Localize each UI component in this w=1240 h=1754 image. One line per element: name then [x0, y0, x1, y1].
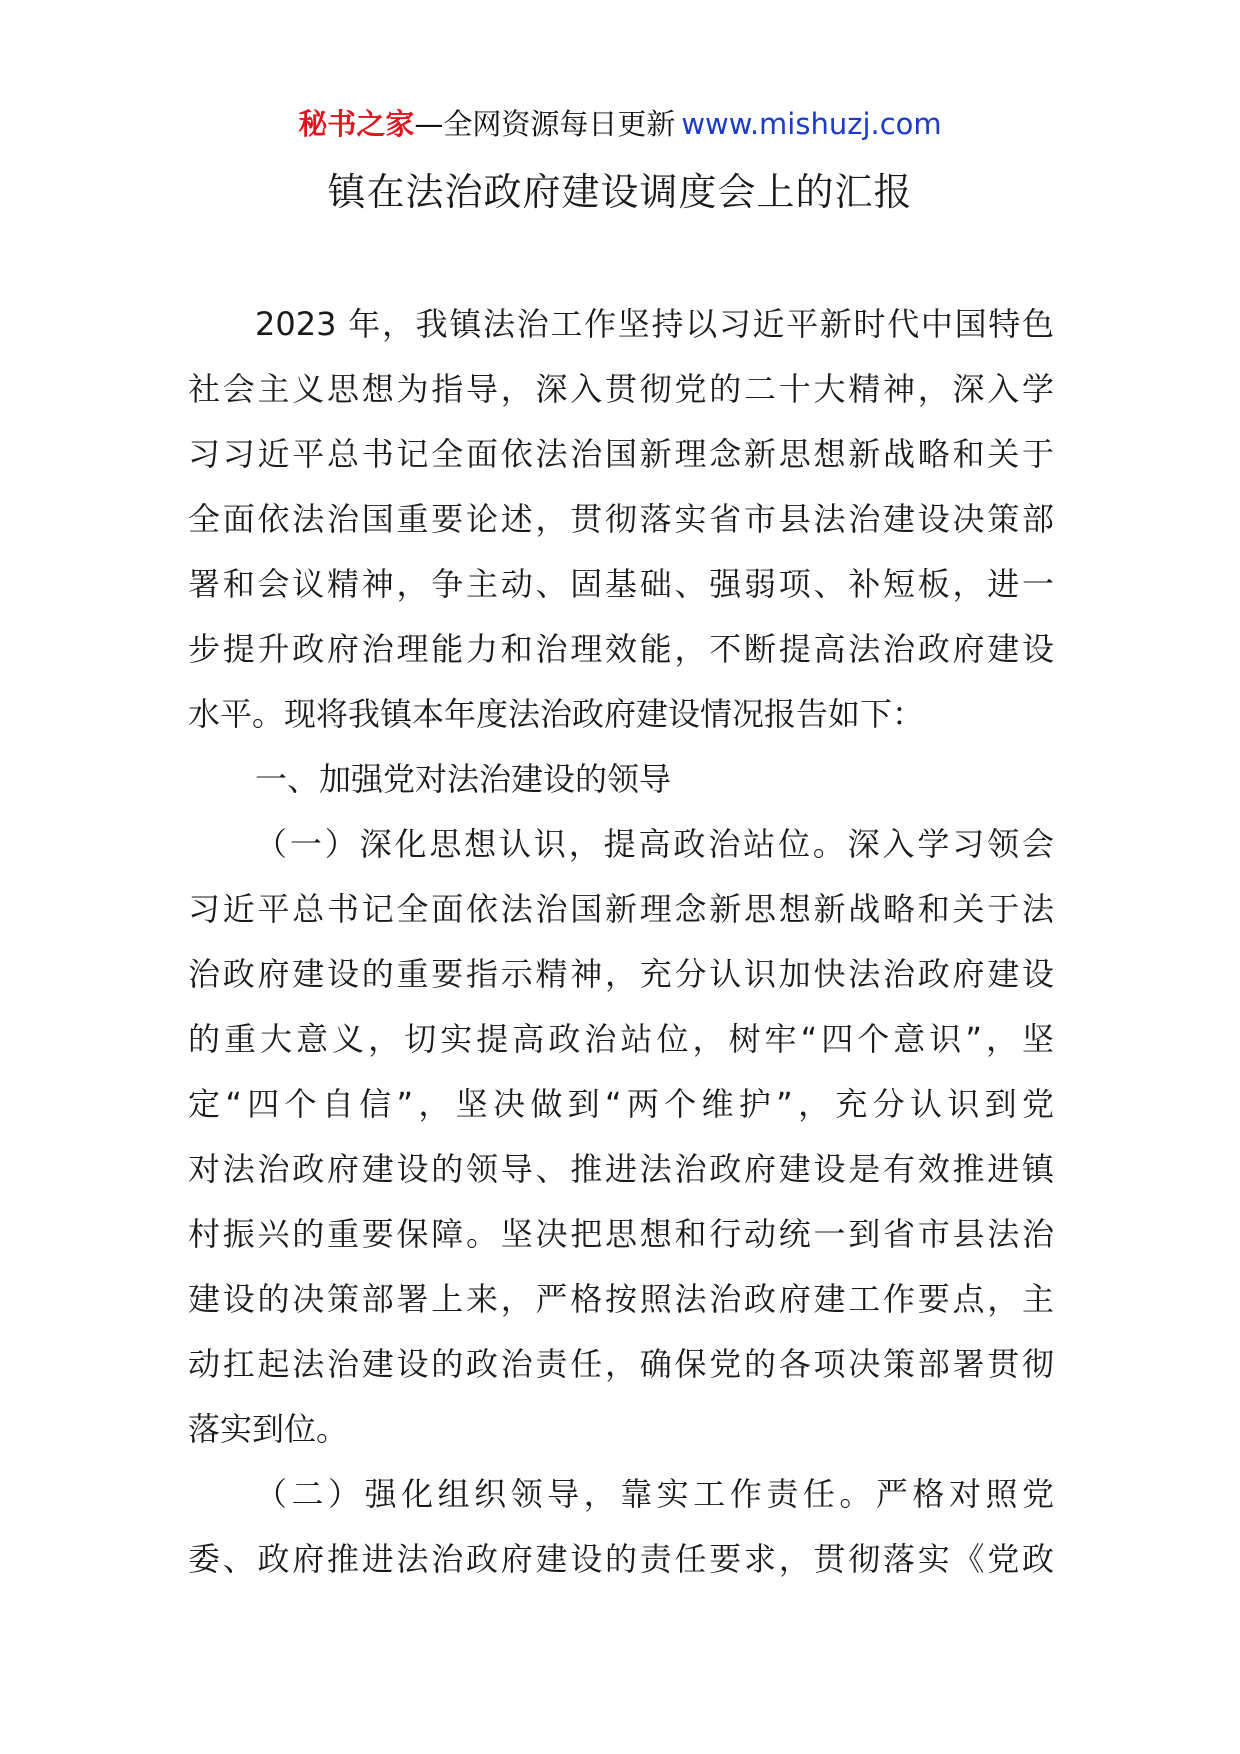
site-slogan: —全网资源每日更新 — [414, 107, 676, 141]
text-line: 步提升政府治理能力和治理效能，不断提高法治政府建设 — [188, 630, 1054, 668]
text-line: 治政府建设的重要指示精神，充分认识加快法治政府建设 — [188, 955, 1054, 993]
text-line: 的重大意义，切实提高政治站位，树牢“四个意识”，坚 — [188, 1020, 1054, 1058]
text-line: 对法治政府建设的领导、推进法治政府建设是有效推进镇 — [188, 1150, 1054, 1188]
document-title: 镇在法治政府建设调度会上的汇报 — [327, 170, 913, 214]
site-header — [0, 102, 1240, 146]
site-brand: 秘书之家 — [298, 107, 415, 141]
text-line: 动扛起法治建设的政治责任，确保党的各项决策部署贯彻 — [188, 1345, 1054, 1383]
text-line: 2023 年，我镇法治工作坚持以习近平新时代中国特色 — [255, 305, 1054, 343]
text-line: 署和会议精神，争主动、固基础、强弱项、补短板，进一 — [188, 565, 1054, 603]
document-body — [188, 292, 1054, 1592]
text-line: 全面依法治国重要论述，贯彻落实省市县法治建设决策部 — [188, 500, 1054, 538]
text-line: 落实到位。 — [188, 1410, 349, 1448]
text-line: 村振兴的重要保障。坚决把思想和行动统一到省市县法治 — [188, 1215, 1054, 1253]
text-line: 定“四个自信”，坚决做到“两个维护”，充分认识到党 — [188, 1085, 1054, 1123]
text-line: 习近平总书记全面依法治国新理念新思想新战略和关于法 — [188, 890, 1054, 928]
text-line: 委、政府推进法治政府建设的责任要求，贯彻落实《党政 — [188, 1540, 1054, 1578]
text-line: 水平。现将我镇本年度法治政府建设情况报告如下： — [188, 695, 925, 733]
text-line: 建设的决策部署上来，严格按照法治政府建工作要点，主 — [188, 1280, 1054, 1318]
text-line: 社会主义思想为指导，深入贯彻党的二十大精神，深入学 — [188, 370, 1054, 408]
text-line: 一、加强党对法治建设的领导 — [255, 760, 672, 798]
text-line: 习习近平总书记全面依法治国新理念新思想新战略和关于 — [188, 435, 1054, 473]
text-line: （二）强化组织领导，靠实工作责任。严格对照党 — [255, 1475, 1054, 1513]
text-line: （一）深化思想认识，提高政治站位。深入学习领会 — [255, 825, 1054, 863]
site-url-link[interactable]: www.mishuzj.com — [681, 107, 942, 141]
